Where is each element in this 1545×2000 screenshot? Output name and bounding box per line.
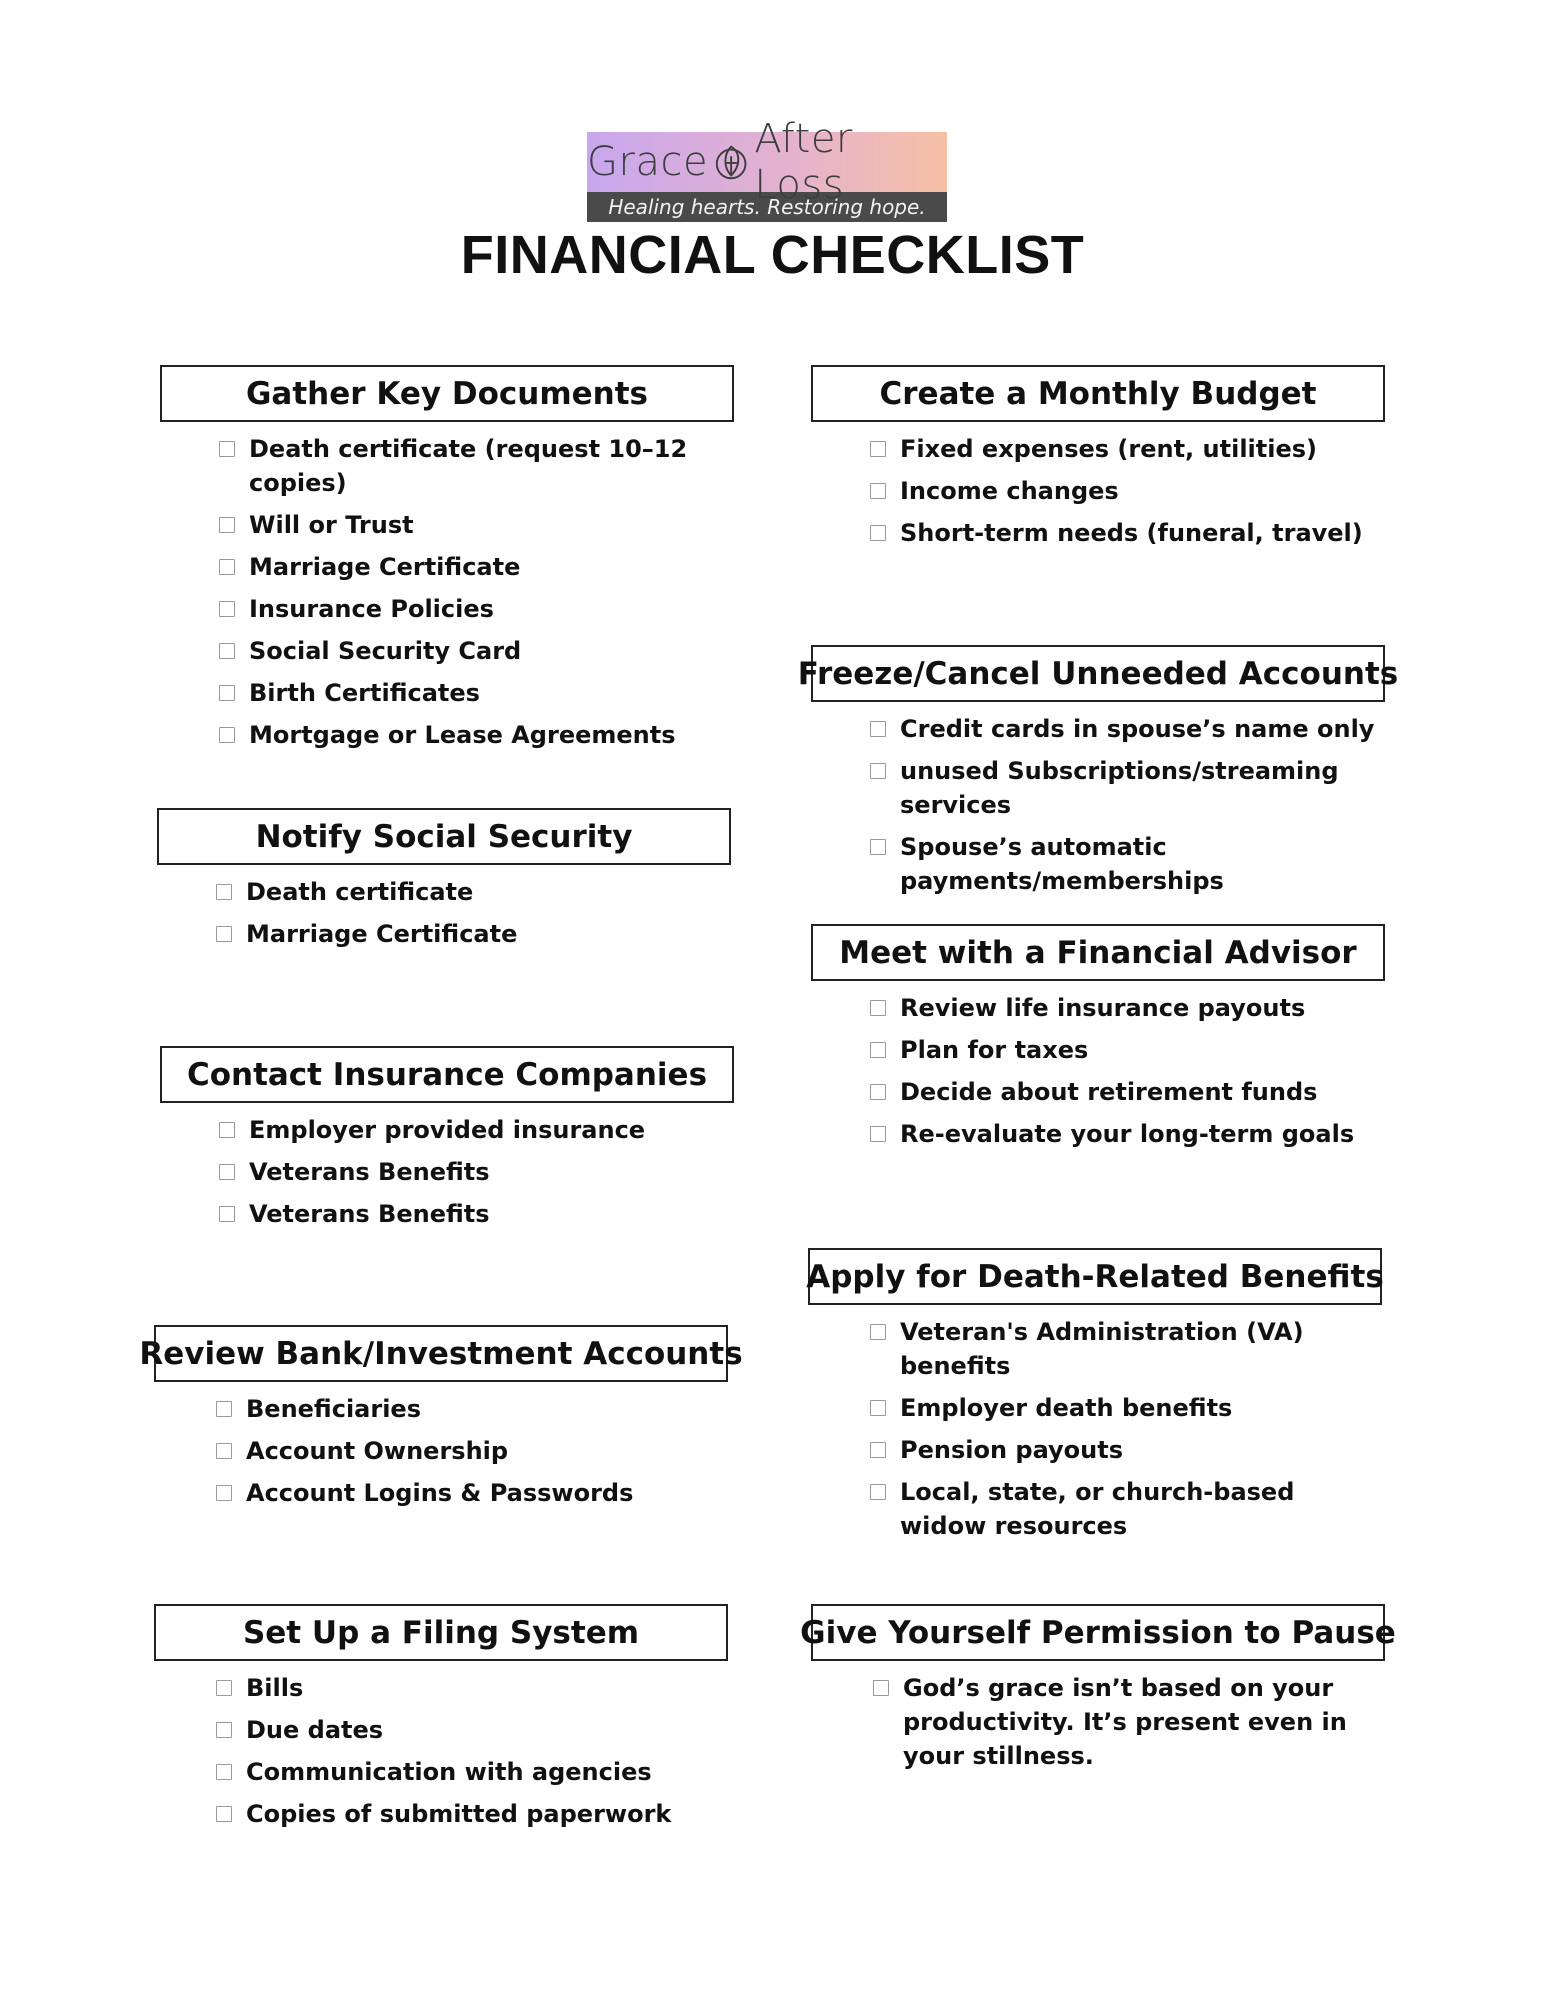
checklist-item <box>870 432 1385 466</box>
checklist-item-label: Veterans Benefits <box>249 1158 490 1186</box>
checklist-item-label: Veterans Benefits <box>249 1200 490 1228</box>
checklist-item <box>216 1671 728 1705</box>
checklist-item-label: Social Security Card <box>249 637 522 665</box>
checkbox[interactable] <box>216 926 232 942</box>
checkbox[interactable] <box>216 1680 232 1696</box>
checklist-item <box>216 1434 728 1468</box>
checklist <box>873 1671 1353 1773</box>
checklist-item <box>870 830 1385 898</box>
checklist-item-label: Birth Certificates <box>249 679 480 707</box>
checklist <box>870 432 1385 550</box>
checklist <box>216 875 731 951</box>
checklist-item <box>219 1155 734 1189</box>
checkbox[interactable] <box>873 1680 889 1696</box>
checklist-item-label: Review life insurance payouts <box>900 994 1306 1022</box>
logo-word-grace: Grace <box>587 139 709 185</box>
checklist <box>870 991 1385 1151</box>
checkbox[interactable] <box>216 1806 232 1822</box>
checklist-item <box>216 917 731 951</box>
section-heading: Freeze/Cancel Unneeded Accounts <box>811 645 1385 702</box>
checkbox[interactable] <box>870 1324 886 1340</box>
checklist-item-label: unused Subscriptions/streaming services <box>900 757 1339 819</box>
section-create-monthly-budget <box>811 365 1385 550</box>
checklist-item-label: Veteran's Administration (VA) benefits <box>900 1318 1304 1380</box>
checkbox[interactable] <box>219 685 235 701</box>
checklist-item <box>216 1713 728 1747</box>
checklist-item-label: Mortgage or Lease Agreements <box>249 721 676 749</box>
checklist-item <box>219 432 734 500</box>
page-title: FINANCIAL CHECKLIST <box>460 225 1085 285</box>
checkbox[interactable] <box>216 884 232 900</box>
checklist-item <box>216 1476 728 1510</box>
section-apply-death-benefits <box>808 1248 1382 1543</box>
checkbox[interactable] <box>219 643 235 659</box>
checklist-item-label: Marriage Certificate <box>249 553 521 581</box>
checkbox[interactable] <box>219 559 235 575</box>
section-heading: Give Yourself Permission to Pause <box>811 1604 1385 1661</box>
checklist <box>219 432 734 752</box>
checklist-item-label: Fixed expenses (rent, utilities) <box>900 435 1317 463</box>
checklist-item-label: Re-evaluate your long-term goals <box>900 1120 1355 1148</box>
checklist <box>216 1671 728 1831</box>
checklist-item <box>219 1113 734 1147</box>
checkbox[interactable] <box>216 1443 232 1459</box>
checkbox[interactable] <box>870 763 886 779</box>
checkbox[interactable] <box>870 1084 886 1100</box>
section-contact-insurance-companies <box>160 1046 734 1231</box>
checkbox[interactable] <box>870 1484 886 1500</box>
checklist-item <box>870 1315 1350 1383</box>
checklist-item-label: Pension payouts <box>900 1436 1124 1464</box>
checklist-item-label: Income changes <box>900 477 1119 505</box>
checklist-item <box>219 508 734 542</box>
checklist <box>870 1315 1350 1543</box>
checklist-item <box>870 991 1385 1025</box>
checklist-item-label: Spouse’s automatic payments/memberships <box>900 833 1224 895</box>
checklist-item <box>870 1117 1385 1151</box>
section-gather-key-documents <box>160 365 734 752</box>
section-heading: Notify Social Security <box>157 808 731 865</box>
section-heading: Contact Insurance Companies <box>160 1046 734 1103</box>
section-review-bank-accounts <box>139 1325 743 1510</box>
checklist-item <box>870 1433 1350 1467</box>
checklist-item-label: Marriage Certificate <box>246 920 518 948</box>
section-notify-social-security <box>157 808 731 951</box>
checklist-item-label: Decide about retirement funds <box>900 1078 1318 1106</box>
checklist-item-label: Due dates <box>246 1716 384 1744</box>
section-meet-financial-advisor <box>811 924 1385 1151</box>
checkbox[interactable] <box>870 1442 886 1458</box>
checkbox[interactable] <box>870 1000 886 1016</box>
checklist-item <box>216 1755 728 1789</box>
section-heading: Create a Monthly Budget <box>811 365 1385 422</box>
checkbox[interactable] <box>870 839 886 855</box>
checklist-item <box>219 676 734 710</box>
checkbox[interactable] <box>219 517 235 533</box>
checkbox[interactable] <box>219 1164 235 1180</box>
checkbox[interactable] <box>219 1122 235 1138</box>
checkbox[interactable] <box>219 1206 235 1222</box>
checklist-item-label: God’s grace isn’t based on your productivity. It’s present even in your stillness. <box>903 1674 1347 1770</box>
checklist-item-label: Employer death benefits <box>900 1394 1233 1422</box>
checkbox[interactable] <box>216 1485 232 1501</box>
checklist-item-label: Local, state, or church-based widow resources <box>900 1478 1295 1540</box>
checklist-item-label: Communication with agencies <box>246 1758 652 1786</box>
section-freeze-cancel-accounts <box>797 645 1399 898</box>
checklist-item <box>219 550 734 584</box>
checkbox[interactable] <box>870 1126 886 1142</box>
checklist-item <box>870 1475 1350 1543</box>
checklist-item <box>219 634 734 668</box>
section-set-up-filing-system <box>154 1604 728 1831</box>
checklist-item-label: Insurance Policies <box>249 595 494 623</box>
section-heading: Meet with a Financial Advisor <box>811 924 1385 981</box>
checkbox[interactable] <box>219 727 235 743</box>
checkbox[interactable] <box>870 721 886 737</box>
checklist-item-label: Account Logins & Passwords <box>246 1479 634 1507</box>
checklist-item <box>873 1671 1353 1773</box>
section-heading: Apply for Death-Related Benefits <box>808 1248 1382 1305</box>
checklist-item <box>870 754 1385 822</box>
checkbox[interactable] <box>870 441 886 457</box>
checklist-item-label: Will or Trust <box>249 511 414 539</box>
checklist-item-label: Beneficiaries <box>246 1395 421 1423</box>
section-heading: Set Up a Filing System <box>154 1604 728 1661</box>
checklist-item <box>870 1033 1385 1067</box>
checklist-item-label: Death certificate (request 10–12 copies) <box>249 435 688 497</box>
checklist <box>870 712 1385 898</box>
checklist-item <box>216 1797 728 1831</box>
checklist <box>216 1392 728 1510</box>
checklist-item-label: Copies of submitted paperwork <box>246 1800 672 1828</box>
checkbox[interactable] <box>216 1401 232 1417</box>
brand-logo <box>587 116 947 222</box>
checklist-item <box>216 875 731 909</box>
checklist-item-label: Death certificate <box>246 878 474 906</box>
checklist-item-label: Plan for taxes <box>900 1036 1089 1064</box>
checklist-item-label: Employer provided insurance <box>249 1116 646 1144</box>
checkbox[interactable] <box>870 1042 886 1058</box>
logo-word-after-loss: After Loss <box>754 116 853 208</box>
checklist-item <box>870 1075 1385 1109</box>
checkbox[interactable] <box>870 1400 886 1416</box>
section-heading: Review Bank/Investment Accounts <box>154 1325 728 1382</box>
checklist-item <box>219 592 734 626</box>
leaf-cross-icon <box>712 142 750 182</box>
checkbox[interactable] <box>219 441 235 457</box>
checkbox[interactable] <box>870 483 886 499</box>
checklist-item-label: Bills <box>246 1674 304 1702</box>
section-heading: Gather Key Documents <box>160 365 734 422</box>
checkbox[interactable] <box>870 525 886 541</box>
section-permission-to-pause <box>800 1604 1396 1773</box>
checklist-item <box>870 1391 1350 1425</box>
checkbox[interactable] <box>216 1722 232 1738</box>
checklist <box>219 1113 734 1231</box>
checklist-item <box>219 1197 734 1231</box>
checklist-item <box>216 1392 728 1426</box>
checklist-item-label: Short-term needs (funeral, travel) <box>900 519 1363 547</box>
checkbox[interactable] <box>219 601 235 617</box>
checklist-item <box>870 474 1385 508</box>
checkbox[interactable] <box>216 1764 232 1780</box>
checklist-item-label: Account Ownership <box>246 1437 509 1465</box>
checklist-item <box>219 718 734 752</box>
checklist-item <box>870 516 1385 550</box>
checklist-item-label: Credit cards in spouse’s name only <box>900 715 1375 743</box>
logo-tagline: Healing hearts. Restoring hope. <box>587 192 947 222</box>
checklist-item <box>870 712 1385 746</box>
